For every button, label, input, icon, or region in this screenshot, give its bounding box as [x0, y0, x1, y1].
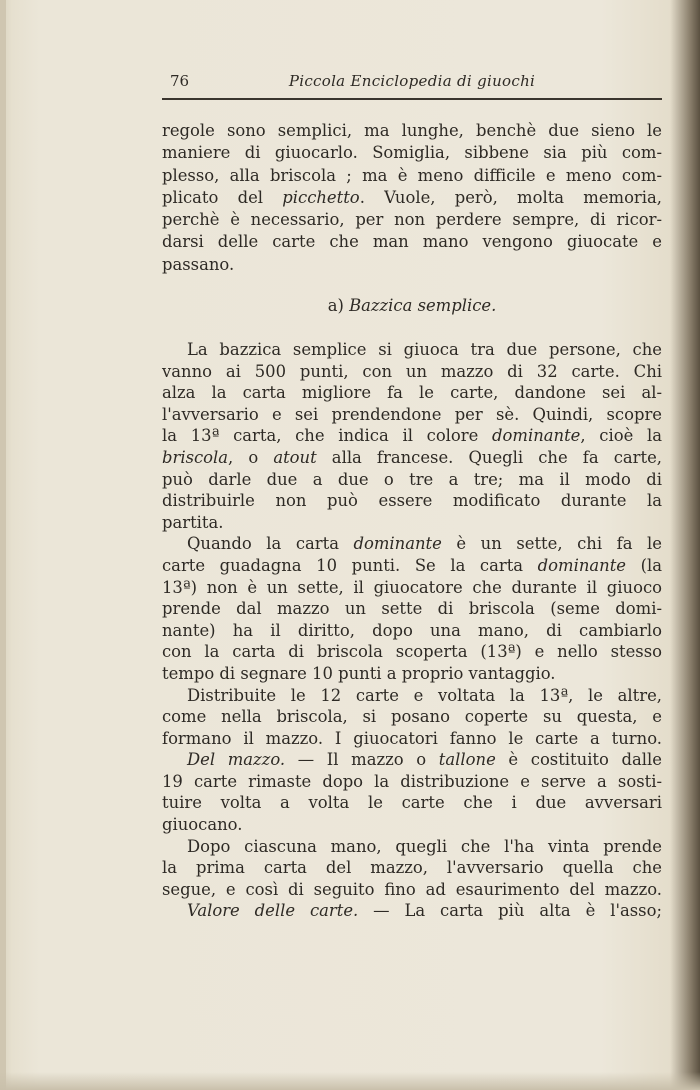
text-line — [162, 749, 662, 771]
text-line — [162, 900, 662, 922]
text-line — [162, 231, 662, 253]
text-segment: partita. — [162, 512, 224, 532]
text-segment: come nella briscola, si posano coperte su questa, e — [162, 707, 662, 727]
text-line — [162, 641, 662, 663]
text-line — [162, 339, 662, 361]
text-segment: (la — [626, 555, 662, 575]
text-line — [162, 836, 662, 858]
text-line — [162, 209, 662, 231]
text-segment: formano il mazzo. I giuocatori fanno le carte a turno. — [162, 728, 662, 748]
text-segment: con la carta di briscola scoperta (13ª) e nello stesso — [162, 642, 662, 662]
text-segment: è un sette, chi fa le — [441, 534, 662, 554]
text-segment: — La carta più alta è l'asso; — [358, 901, 662, 921]
text-line — [162, 728, 662, 750]
text-segment: plesso, alla briscola ; ma è meno difficile e meno com- — [162, 165, 662, 185]
text-line — [162, 187, 662, 209]
page-spine-shadow — [0, 0, 6, 1090]
text-line — [162, 425, 662, 447]
text-segment: — Il mazzo o — [285, 750, 439, 770]
text-segment: 19 carte rimaste dopo la distribuzione e serve a sosti- — [162, 771, 662, 791]
text-segment: , o — [228, 447, 274, 467]
page-header — [162, 72, 662, 94]
text-segment: plicato del — [162, 187, 283, 207]
text-segment: nante) ha il diritto, dopo una mano, di cambiarlo — [162, 620, 662, 640]
text-segment: Dopo ciascuna mano, quegli che l'ha vinta prende — [187, 836, 662, 856]
text-segment: alza la carta migliore fa le carte, dandone sei al- — [162, 383, 662, 403]
text-line — [162, 120, 662, 142]
italic-text: dominante — [492, 426, 581, 446]
text-line — [162, 879, 662, 901]
text-line — [162, 490, 662, 512]
text-line — [162, 685, 662, 707]
text-segment: segue, e così di seguito fino ad esaurimento del mazzo. — [162, 879, 662, 899]
text-segment: passano. — [162, 254, 235, 274]
text-segment: vanno ai 500 punti, con un mazzo di 32 carte. Chi — [162, 361, 662, 381]
text-segment: distribuirle non può essere modificato durante la — [162, 491, 662, 511]
text-line — [162, 469, 662, 491]
italic-text: tallone — [438, 750, 496, 770]
text-segment: Quando la carta — [187, 534, 354, 554]
text-line — [162, 382, 662, 404]
text-line — [162, 620, 662, 642]
text-segment: può darle due a due o tre a tre; ma il modo di — [162, 469, 662, 489]
text-segment: Distribuite le 12 carte e voltata la 13ª, le altre, — [187, 685, 662, 705]
text-segment: 13ª) non è un sette, il giuocatore che durante il giuoco — [162, 577, 662, 597]
italic-text: dominante — [353, 534, 442, 554]
text-segment: . Vuole, però, molta memoria, — [359, 187, 662, 207]
text-line — [162, 447, 662, 469]
text-segment: l'avversario e sei prendendone per sè. Quindi, scopre — [162, 404, 662, 424]
italic-text: atout — [273, 447, 317, 467]
text-line — [162, 361, 662, 383]
page-bottom-edge — [0, 1072, 700, 1090]
text-segment: maniere di giuocarlo. Somiglia, sibbene sia più com- — [162, 143, 662, 163]
section-heading — [162, 296, 662, 315]
text-segment: alla francese. Quegli che fa carte, — [316, 447, 662, 467]
intro-paragraph — [162, 120, 662, 276]
text-segment: la 13ª carta, che indica il colore — [162, 426, 493, 446]
italic-text: Del mazzo. — [187, 750, 286, 770]
text-segment: è costituito dalle — [495, 750, 662, 770]
body-text — [162, 339, 662, 922]
page-number: 76 — [170, 72, 190, 90]
section-heading-title: Bazzica semplice. — [349, 296, 497, 315]
text-line — [162, 706, 662, 728]
header-rule — [162, 98, 662, 100]
text-line — [162, 598, 662, 620]
text-line — [162, 771, 662, 793]
text-segment: perchè è necessario, per non perdere sempre, di ricor- — [162, 210, 662, 230]
text-segment: regole sono semplici, ma lunghe, benchè due sieno le — [162, 121, 662, 140]
text-line — [162, 254, 662, 276]
text-line — [162, 857, 662, 879]
text-line — [162, 577, 662, 599]
text-segment: giuocano. — [162, 815, 243, 835]
text-line — [162, 512, 662, 534]
text-segment: La bazzica semplice si giuoca tra due persone, che — [187, 340, 662, 359]
text-segment: carte guadagna 10 punti. Se la carta — [162, 555, 538, 575]
italic-text: briscola — [162, 447, 229, 467]
text-line — [162, 814, 662, 836]
section-heading-prefix: a) — [327, 296, 350, 315]
italic-text: Valore delle carte. — [187, 901, 359, 921]
text-line — [162, 165, 662, 187]
running-title: Piccola Enciclopedia di giuochi — [288, 72, 536, 90]
text-line — [162, 533, 662, 555]
text-segment: tuire volta a volta le carte che i due avversari — [162, 793, 662, 813]
italic-text: picchetto — [282, 187, 360, 207]
text-segment: la prima carta del mazzo, l'avversario quella che — [162, 858, 662, 878]
text-line — [162, 404, 662, 426]
text-line — [162, 663, 662, 685]
text-line — [162, 555, 662, 577]
text-segment: , cioè la — [580, 426, 662, 446]
italic-text: dominante — [537, 555, 626, 575]
text-segment: prende dal mazzo un sette di briscola (seme domi- — [162, 599, 662, 619]
text-line — [162, 142, 662, 164]
text-segment: darsi delle carte che man mano vengono giuocate e — [162, 232, 662, 252]
text-line — [162, 792, 662, 814]
text-segment: tempo di segnare 10 punti a proprio vantaggio. — [162, 663, 556, 683]
